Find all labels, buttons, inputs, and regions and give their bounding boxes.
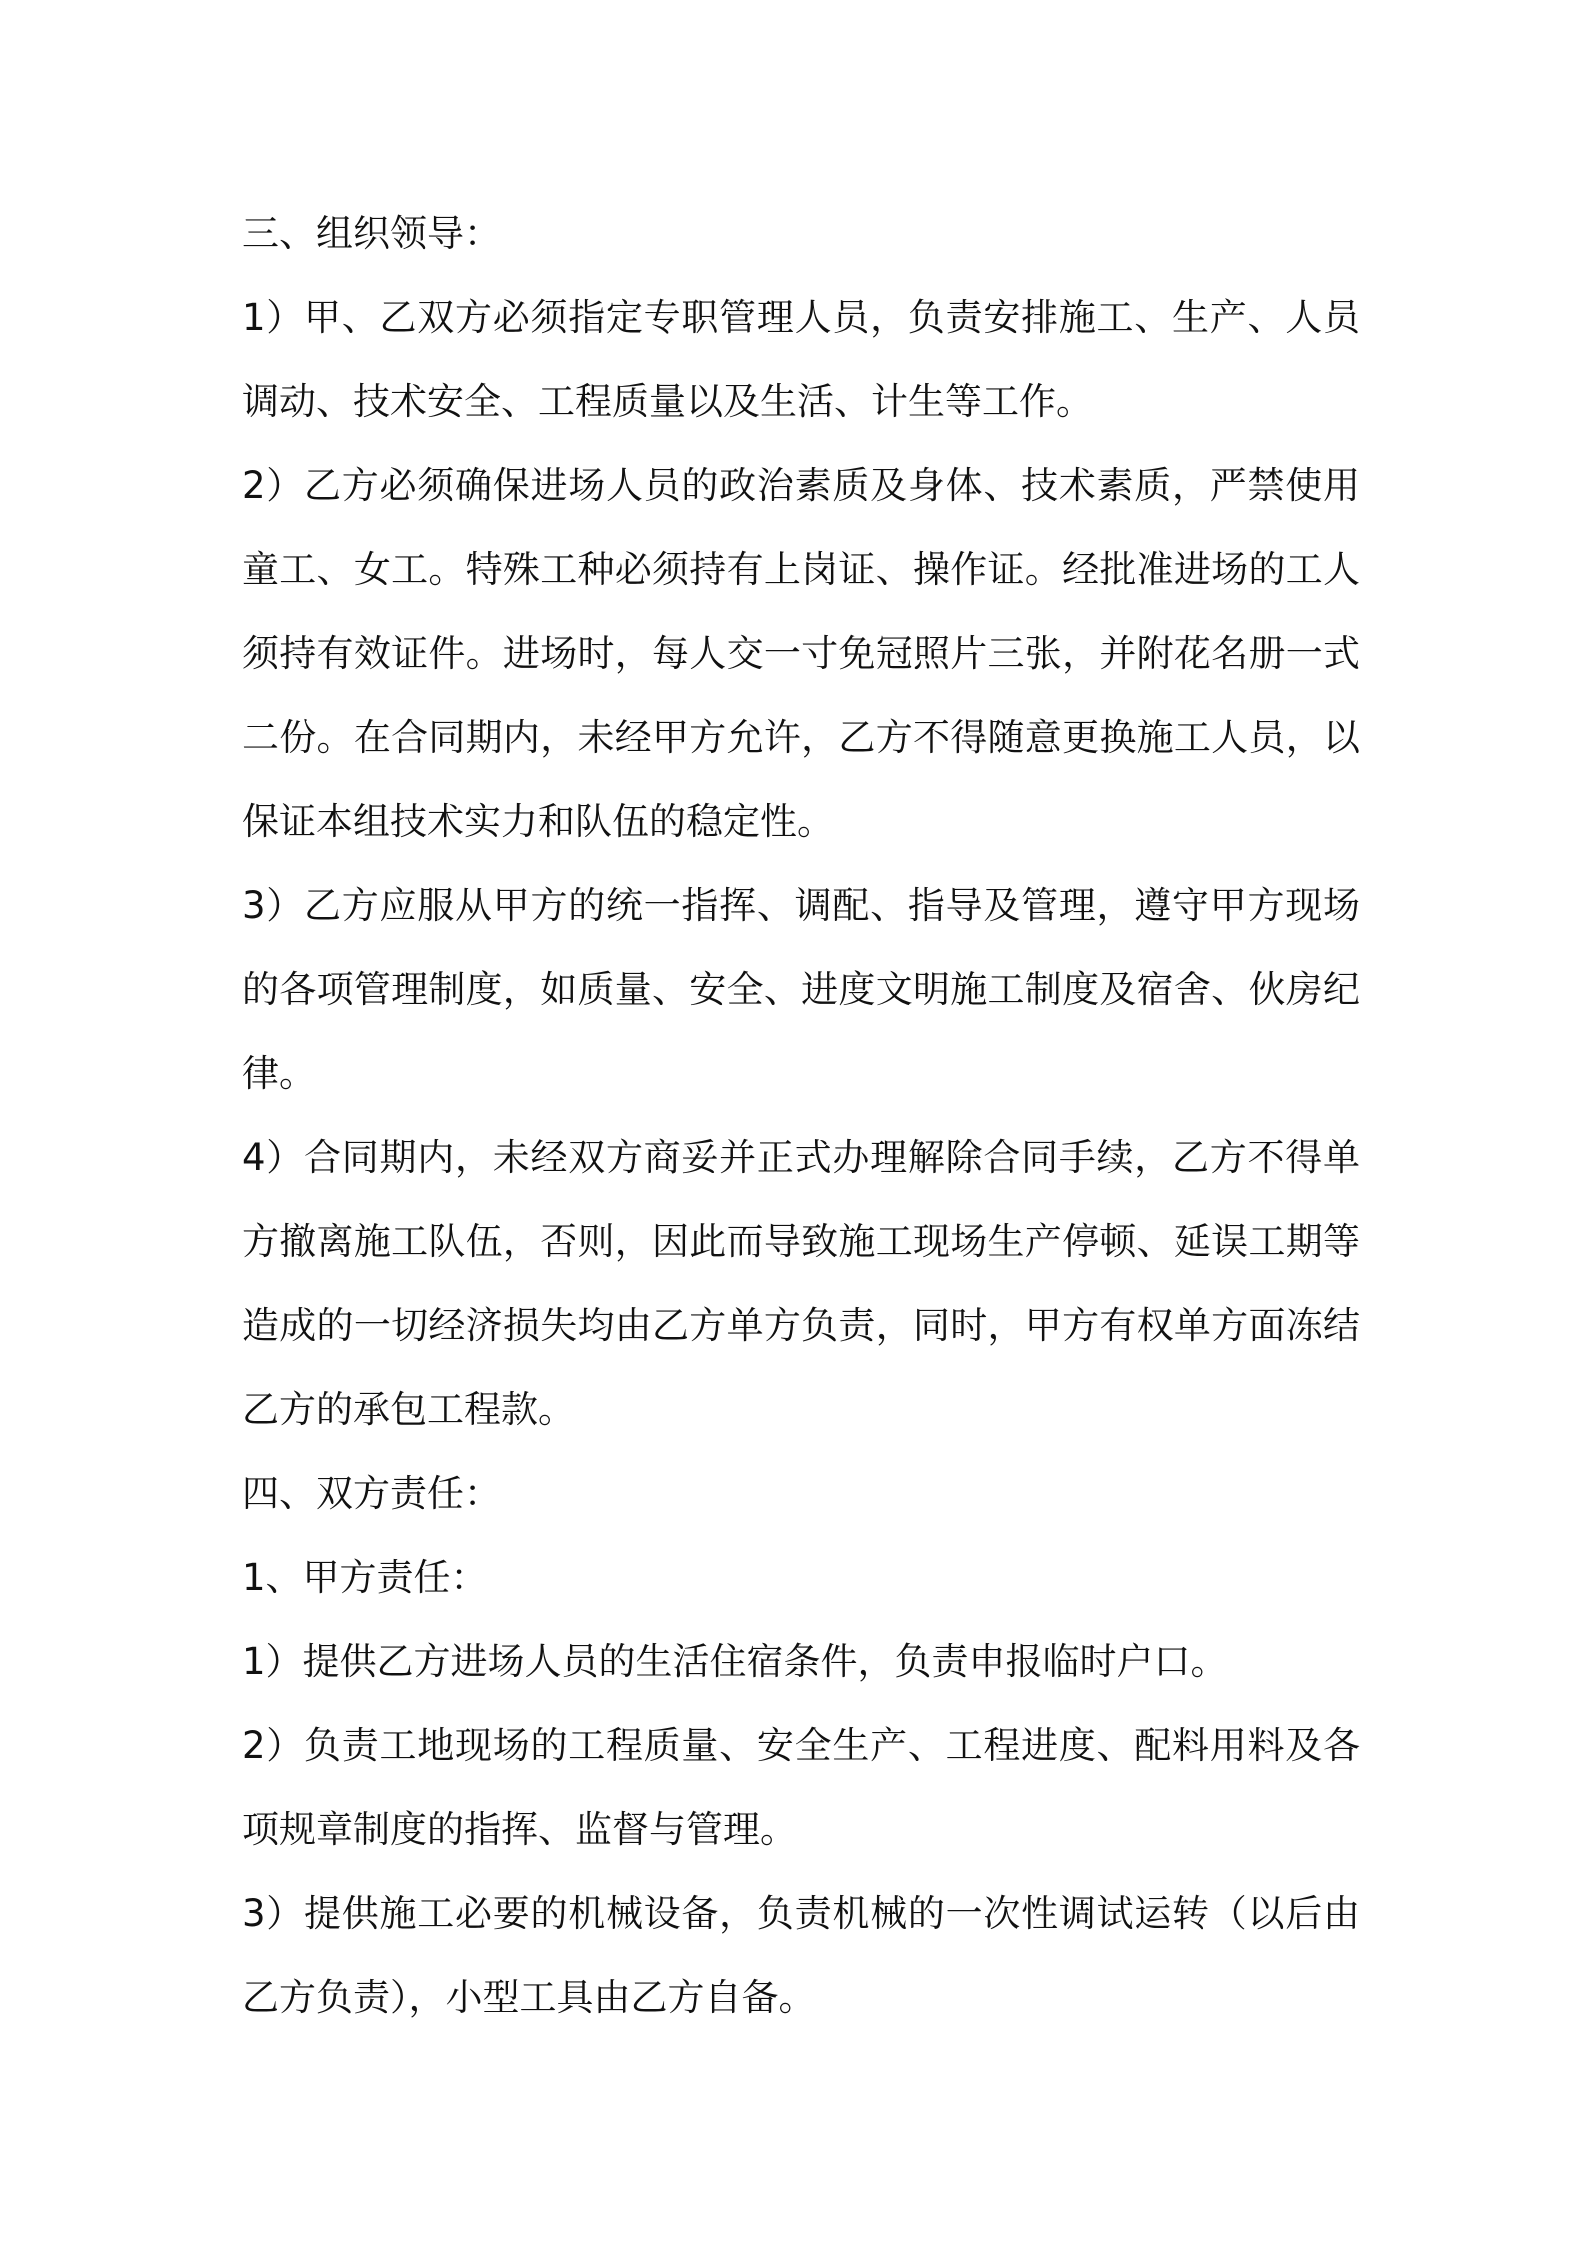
section-4-1-item-2: 2）负责工地现场的工程质量、安全生产、工程进度、配料用料及各项规章制度的指挥、监督与管理。 <box>242 1724 1360 1851</box>
section-3-item-4: 4）合同期内，未经双方商妥并正式办理解除合同手续，乙方不得单方撤离施工队伍，否则，因此而导致施工现场生产停顿、延误工期等造成的一切经济损失均由乙方单方负责，同时，甲方有权单方面冻结乙方的承包工程款。 <box>242 1136 1360 1431</box>
section-4-1-heading: 1、甲方责任： <box>242 1556 488 1599</box>
section-3-item-1: 1）甲、乙双方必须指定专职管理人员，负责安排施工、生产、人员调动、技术安全、工程质量以及生活、计生等工作。 <box>242 296 1360 423</box>
section-4-1-item-1: 1）提供乙方进场人员的生活住宿条件，负责申报临时户口。 <box>242 1640 1228 1683</box>
document-body <box>242 192 1360 2040</box>
section-3-item-2: 2）乙方必须确保进场人员的政治素质及身体、技术素质，严禁使用童工、女工。特殊工种必须持有上岗证、操作证。经批准进场的工人须持有效证件。进场时，每人交一寸免冠照片三张，并附花名册一式二份。在合同期内，未经甲方允许，乙方不得随意更换施工人员，以保证本组技术实力和队伍的稳定性。 <box>242 464 1360 843</box>
section-4-1-item-3: 3）提供施工必要的机械设备，负责机械的一次性调试运转（以后由乙方负责），小型工具由乙方自备。 <box>242 1892 1360 2019</box>
section-4-heading: 四、双方责任： <box>242 1472 501 1515</box>
section-3-heading: 三、组织领导： <box>242 212 501 255</box>
section-3-item-3: 3）乙方应服从甲方的统一指挥、调配、指导及管理，遵守甲方现场的各项管理制度，如质量、安全、进度文明施工制度及宿舍、伙房纪律。 <box>242 884 1360 1095</box>
